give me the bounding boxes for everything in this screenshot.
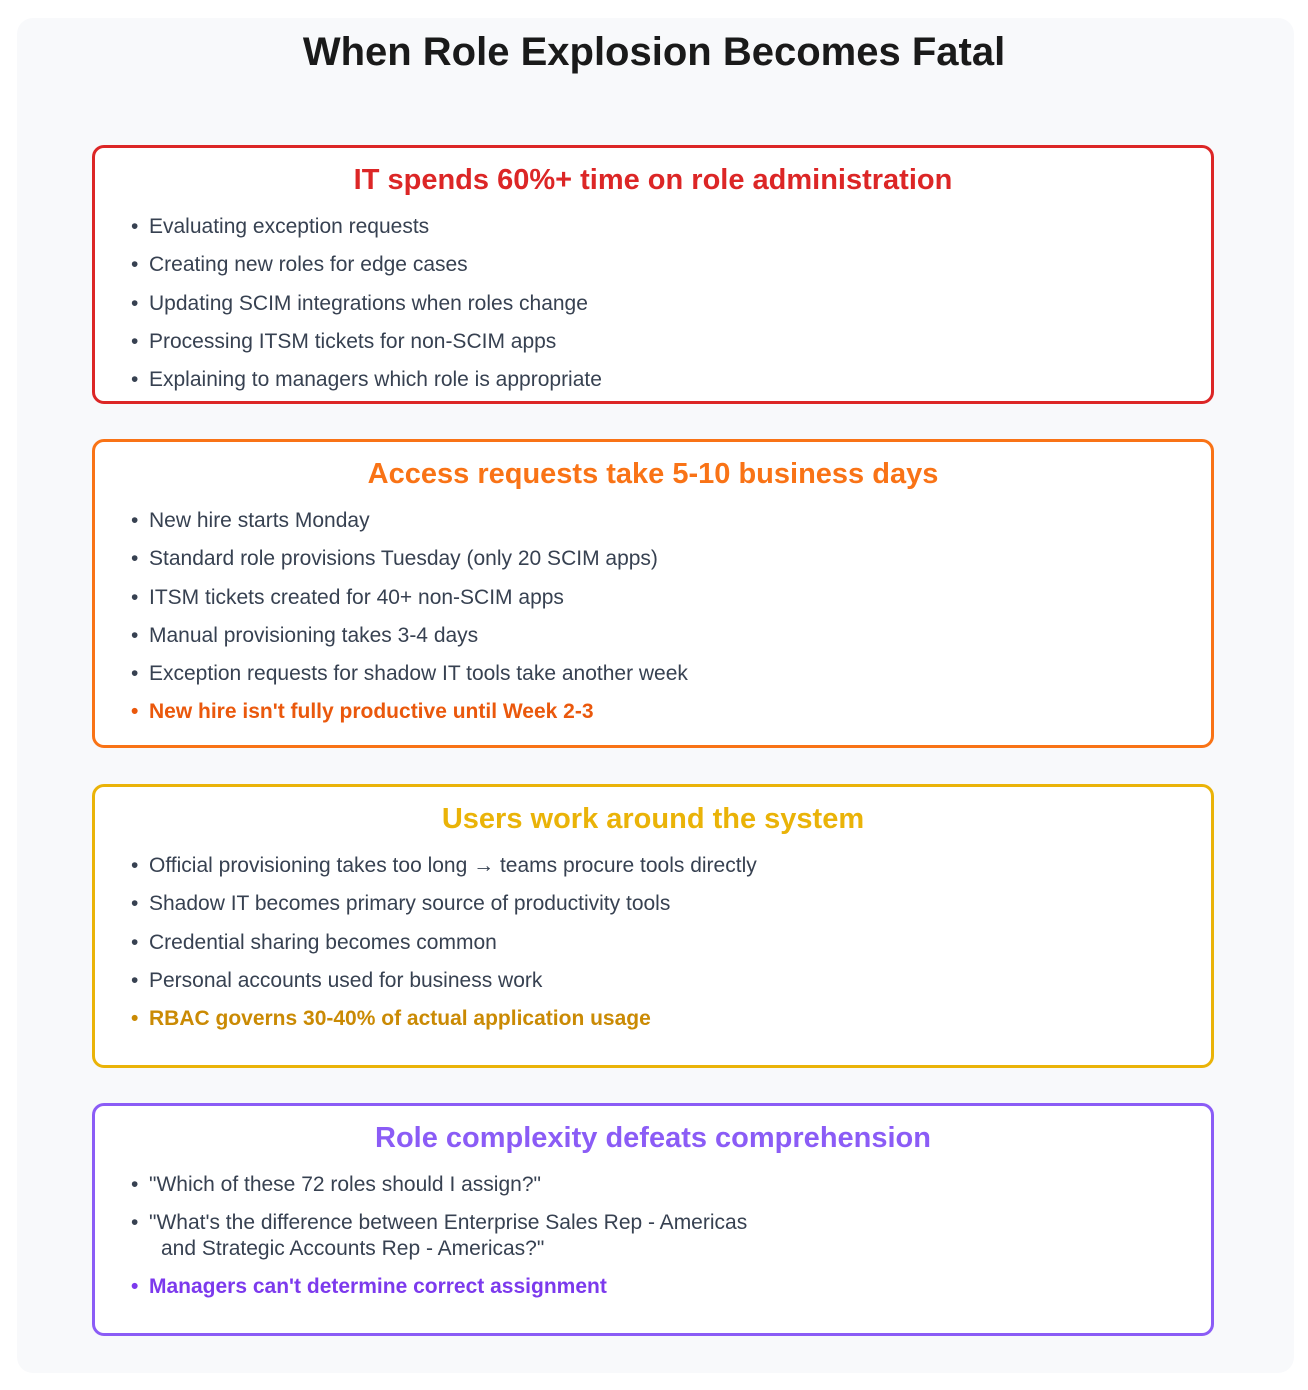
card-title: Role complexity defeats comprehension xyxy=(375,1122,931,1154)
card-title: Access requests take 5-10 business days xyxy=(367,458,939,490)
bullet-item: • New hire starts Monday xyxy=(131,508,688,546)
bullet-item: • Shadow IT becomes primary source of productivity tools xyxy=(131,891,757,929)
bullet-item-highlight: • Managers can't determine correct assignment xyxy=(131,1274,747,1312)
card-workarounds xyxy=(92,784,1214,1068)
bullet-item: • Creating new roles for edge cases xyxy=(131,252,602,290)
bullet-item-highlight: • RBAC governs 30-40% of actual application usage xyxy=(131,1006,757,1044)
bullet-item: • Standard role provisions Tuesday (only 20 SCIM apps) xyxy=(131,546,688,584)
bullet-list xyxy=(131,1172,747,1313)
page-title: When Role Explosion Becomes Fatal xyxy=(302,30,1006,74)
bullet-item-highlight: • New hire isn't fully productive until Week 2-3 xyxy=(131,699,688,737)
bullet-line: "What's the difference between Enterprise Sales Rep - Americas xyxy=(149,1211,748,1235)
bullet-item: • Personal accounts used for business work xyxy=(131,968,757,1006)
card-access-requests xyxy=(92,439,1214,748)
card-title: IT spends 60%+ time on role administration xyxy=(353,164,953,196)
bullet-item xyxy=(131,1210,747,1274)
bullet-list xyxy=(131,214,602,405)
bullet-item: • Credential sharing becomes common xyxy=(131,930,757,968)
bullet-item: • Official provisioning takes too long → teams procure tools directly xyxy=(131,853,757,891)
bullet-item: • "Which of these 72 roles should I assign?" xyxy=(131,1172,747,1210)
bullet-line: and Strategic Accounts Rep - Americas?" xyxy=(161,1237,545,1261)
bullet-item: • ITSM tickets created for 40+ non-SCIM apps xyxy=(131,585,688,623)
bullet-item: • Processing ITSM tickets for non-SCIM apps xyxy=(131,329,602,367)
card-title: Users work around the system xyxy=(441,803,865,835)
bullet-item: • Updating SCIM integrations when roles change xyxy=(131,291,602,329)
bullet-list xyxy=(131,853,757,1044)
bullet-item: • Manual provisioning takes 3-4 days xyxy=(131,623,688,661)
bullet-list xyxy=(131,508,688,738)
bullet-item: • Exception requests for shadow IT tools take another week xyxy=(131,661,688,699)
card-role-complexity xyxy=(92,1103,1214,1336)
bullet-item: • Evaluating exception requests xyxy=(131,214,602,252)
bullet-item: • Explaining to managers which role is appropriate xyxy=(131,367,602,405)
card-it-time xyxy=(92,145,1214,404)
